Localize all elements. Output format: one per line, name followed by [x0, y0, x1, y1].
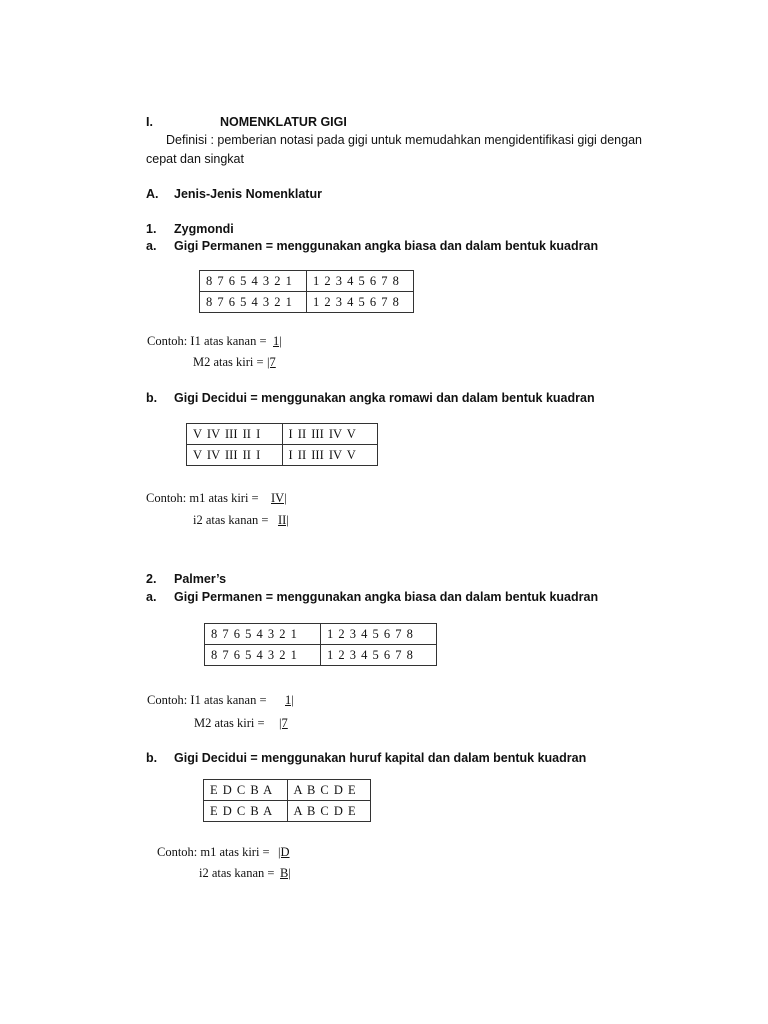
table-cell: I II III IV V: [282, 424, 378, 445]
table-row: [187, 424, 378, 445]
table-row: [200, 271, 414, 292]
table-cell: V IV III II I: [187, 424, 283, 445]
zygmondi-decidui-text: Gigi Decidui = menggunakan angka romawi dan dalam bentuk kuadran: [174, 391, 595, 405]
zygmondi-number: 1.: [146, 222, 157, 236]
table-cell: 1 2 3 4 5 6 7 8: [321, 624, 437, 645]
palmers-number: 2.: [146, 572, 157, 586]
section-a-title: Jenis-Jenis Nomenklatur: [174, 187, 322, 201]
palmers-permanen-example-1-label: Contoh: I1 atas kanan =: [147, 693, 267, 707]
zygmondi-permanen-example-1-label: Contoh: I1 atas kanan =: [147, 334, 267, 348]
palmers-decidui-text: Gigi Decidui = menggunakan huruf kapital dan dalam bentuk kuadran: [174, 751, 587, 765]
palmers-permanen-example-1-value: 1|: [285, 693, 294, 707]
zygmondi-permanen-letter: a.: [146, 239, 157, 253]
table-cell: I II III IV V: [282, 445, 378, 466]
table-cell: 8 7 6 5 4 3 2 1: [205, 645, 321, 666]
definition-line-2: cepat dan singkat: [146, 152, 244, 166]
palmers-decidui-example-2-value: B|: [280, 866, 291, 880]
section-a-letter: A.: [146, 187, 159, 201]
table-row: [205, 645, 437, 666]
zygmondi-decidui-example-2-value: II|: [278, 513, 289, 527]
table-cell: 1 2 3 4 5 6 7 8: [321, 645, 437, 666]
palmers-decidui-table: [203, 779, 371, 822]
table-row: [187, 445, 378, 466]
palmers-title: Palmer’s: [174, 572, 227, 586]
zygmondi-permanen-text: Gigi Permanen = menggunakan angka biasa dan dalam bentuk kuadran: [174, 239, 599, 253]
palmers-permanen-example-2-value: |7: [279, 716, 288, 730]
palmers-permanen-table: [204, 623, 437, 666]
table-cell: 8 7 6 5 4 3 2 1: [200, 292, 307, 313]
zygmondi-decidui-example-1-label: Contoh: m1 atas kiri =: [146, 491, 259, 505]
palmers-permanen-example-2-label: M2 atas kiri =: [194, 716, 265, 730]
table-cell: E D C B A: [204, 801, 288, 822]
heading-number: I.: [146, 115, 153, 129]
table-cell: 8 7 6 5 4 3 2 1: [200, 271, 307, 292]
page-title: NOMENKLATUR GIGI: [220, 115, 347, 129]
table-cell: 1 2 3 4 5 6 7 8: [307, 271, 414, 292]
zygmondi-decidui-example-1-value: IV|: [271, 491, 287, 505]
palmers-permanen-letter: a.: [146, 590, 157, 604]
zygmondi-decidui-example-2-label: i2 atas kanan =: [193, 513, 269, 527]
table-cell: A B C D E: [287, 801, 371, 822]
palmers-permanen-text: Gigi Permanen = menggunakan angka biasa dan dalam bentuk kuadran: [174, 590, 599, 604]
table-row: [204, 780, 371, 801]
table-cell: V IV III II I: [187, 445, 283, 466]
definition-line-1: Definisi : pemberian notasi pada gigi untuk memudahkan mengidentifikasi gigi dengan: [166, 133, 642, 147]
table-cell: 1 2 3 4 5 6 7 8: [307, 292, 414, 313]
table-row: [200, 292, 414, 313]
palmers-decidui-letter: b.: [146, 751, 158, 765]
zygmondi-decidui-table: [186, 423, 378, 466]
palmers-decidui-example-2-label: i2 atas kanan =: [199, 866, 275, 880]
zygmondi-permanen-example-1-value: 1|: [273, 334, 282, 348]
table-row: [204, 801, 371, 822]
palmers-decidui-example-1-value: |D: [278, 845, 290, 859]
zygmondi-permanen-example-2-value: |7: [267, 355, 276, 369]
zygmondi-decidui-letter: b.: [146, 391, 158, 405]
table-cell: A B C D E: [287, 780, 371, 801]
palmers-decidui-example-1-label: Contoh: m1 atas kiri =: [157, 845, 270, 859]
zygmondi-title: Zygmondi: [174, 222, 234, 236]
zygmondi-permanen-table: [199, 270, 414, 313]
table-row: [205, 624, 437, 645]
table-cell: E D C B A: [204, 780, 288, 801]
zygmondi-permanen-example-2-label: M2 atas kiri =: [193, 355, 264, 369]
table-cell: 8 7 6 5 4 3 2 1: [205, 624, 321, 645]
